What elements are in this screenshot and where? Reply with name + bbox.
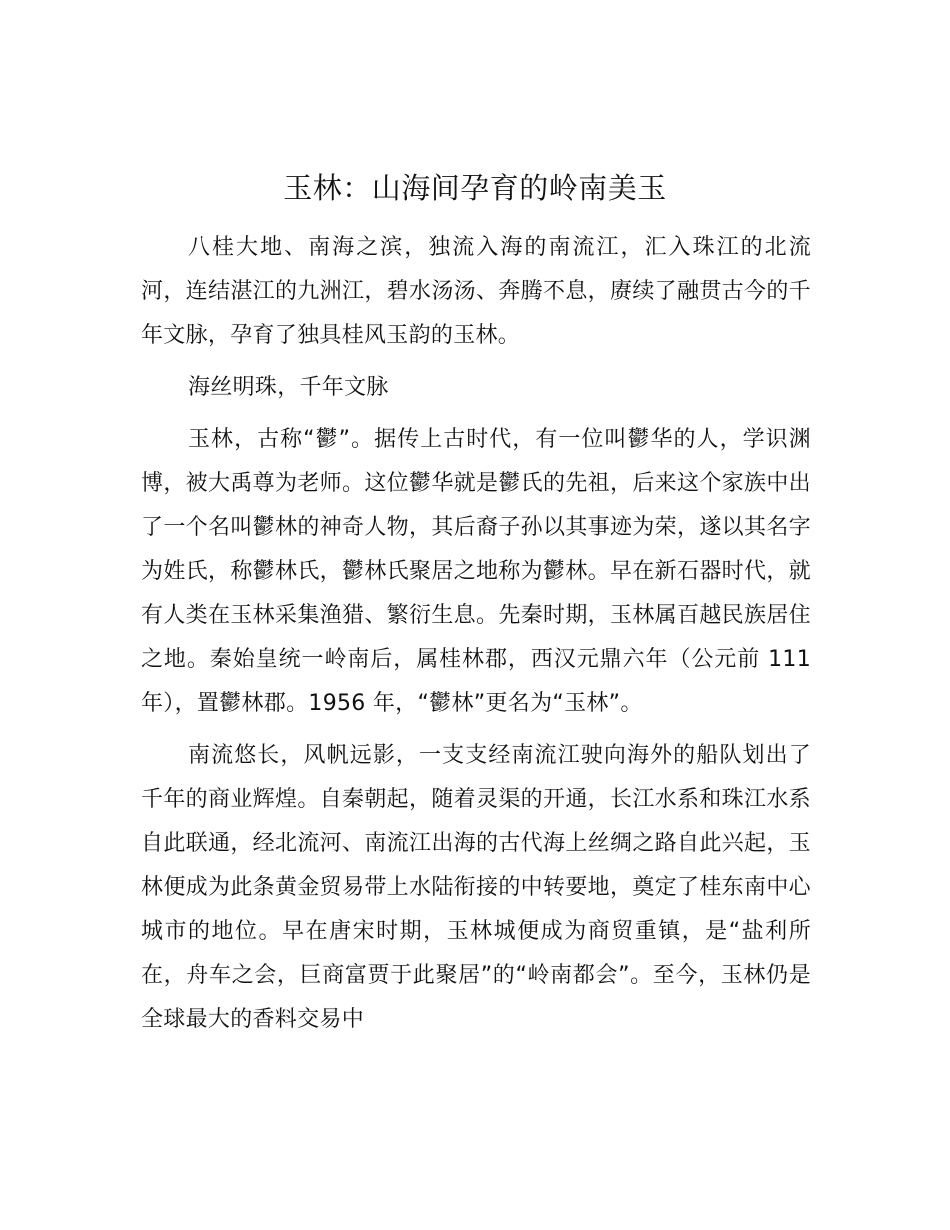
paragraph-intro: 八桂大地、南海之滨，独流入海的南流江，汇入珠江的北流河，连结湛江的九洲江，碧水汤汤、奔腾不息，赓续了融贯古今的千年文脉，孕育了独具桂风玉韵的玉林。 — [141, 235, 811, 348]
paragraph-trade: 南流悠长，风帆远影，一支支经南流江驶向海外的船队划出了千年的商业辉煌。自秦朝起，随着灵渠的开通，长江水系和珠江水系自此联通，经北流河、南流江出海的古代海上丝绸之路自此兴起，玉林便成为此条黄金贸易带上水陆衔接的中转要地，奠定了桂东南中心城市的地位。早在唐宋时期，玉林城便成为商贸重镇，是“盐利所在，舟车之会，巨商富贾于此聚居”的“岭南都会”。至今，玉林仍是全球最大的香料交易中 — [141, 743, 811, 1032]
document-body — [141, 226, 811, 1050]
document-title: 玉林：山海间孕育的岭南美玉 — [283, 171, 667, 205]
paragraph-history: 玉林，古称“鬱”。据传上古时代，有一位叫鬱华的人，学识渊博，被大禹尊为老师。这位鬱华就是鬱氏的先祖，后来这个家族中出了一个名叫鬱林的神奇人物，其后裔子孙以其事迹为荣，遂以其名字为姓氏，称鬱林氏，鬱林氏聚居之地称为鬱林。早在新石器时代，就有人类在玉林采集渔猎、繁衍生息。先秦时期，玉林属百越民族居住之地。秦始皇统一岭南后，属桂林郡，西汉元鼎六年（公元前 111 年），置鬱林郡。1956 年，“鬱林”更名为“玉林”。 — [141, 427, 811, 716]
section-heading: 海丝明珠，千年文脉 — [188, 375, 389, 400]
